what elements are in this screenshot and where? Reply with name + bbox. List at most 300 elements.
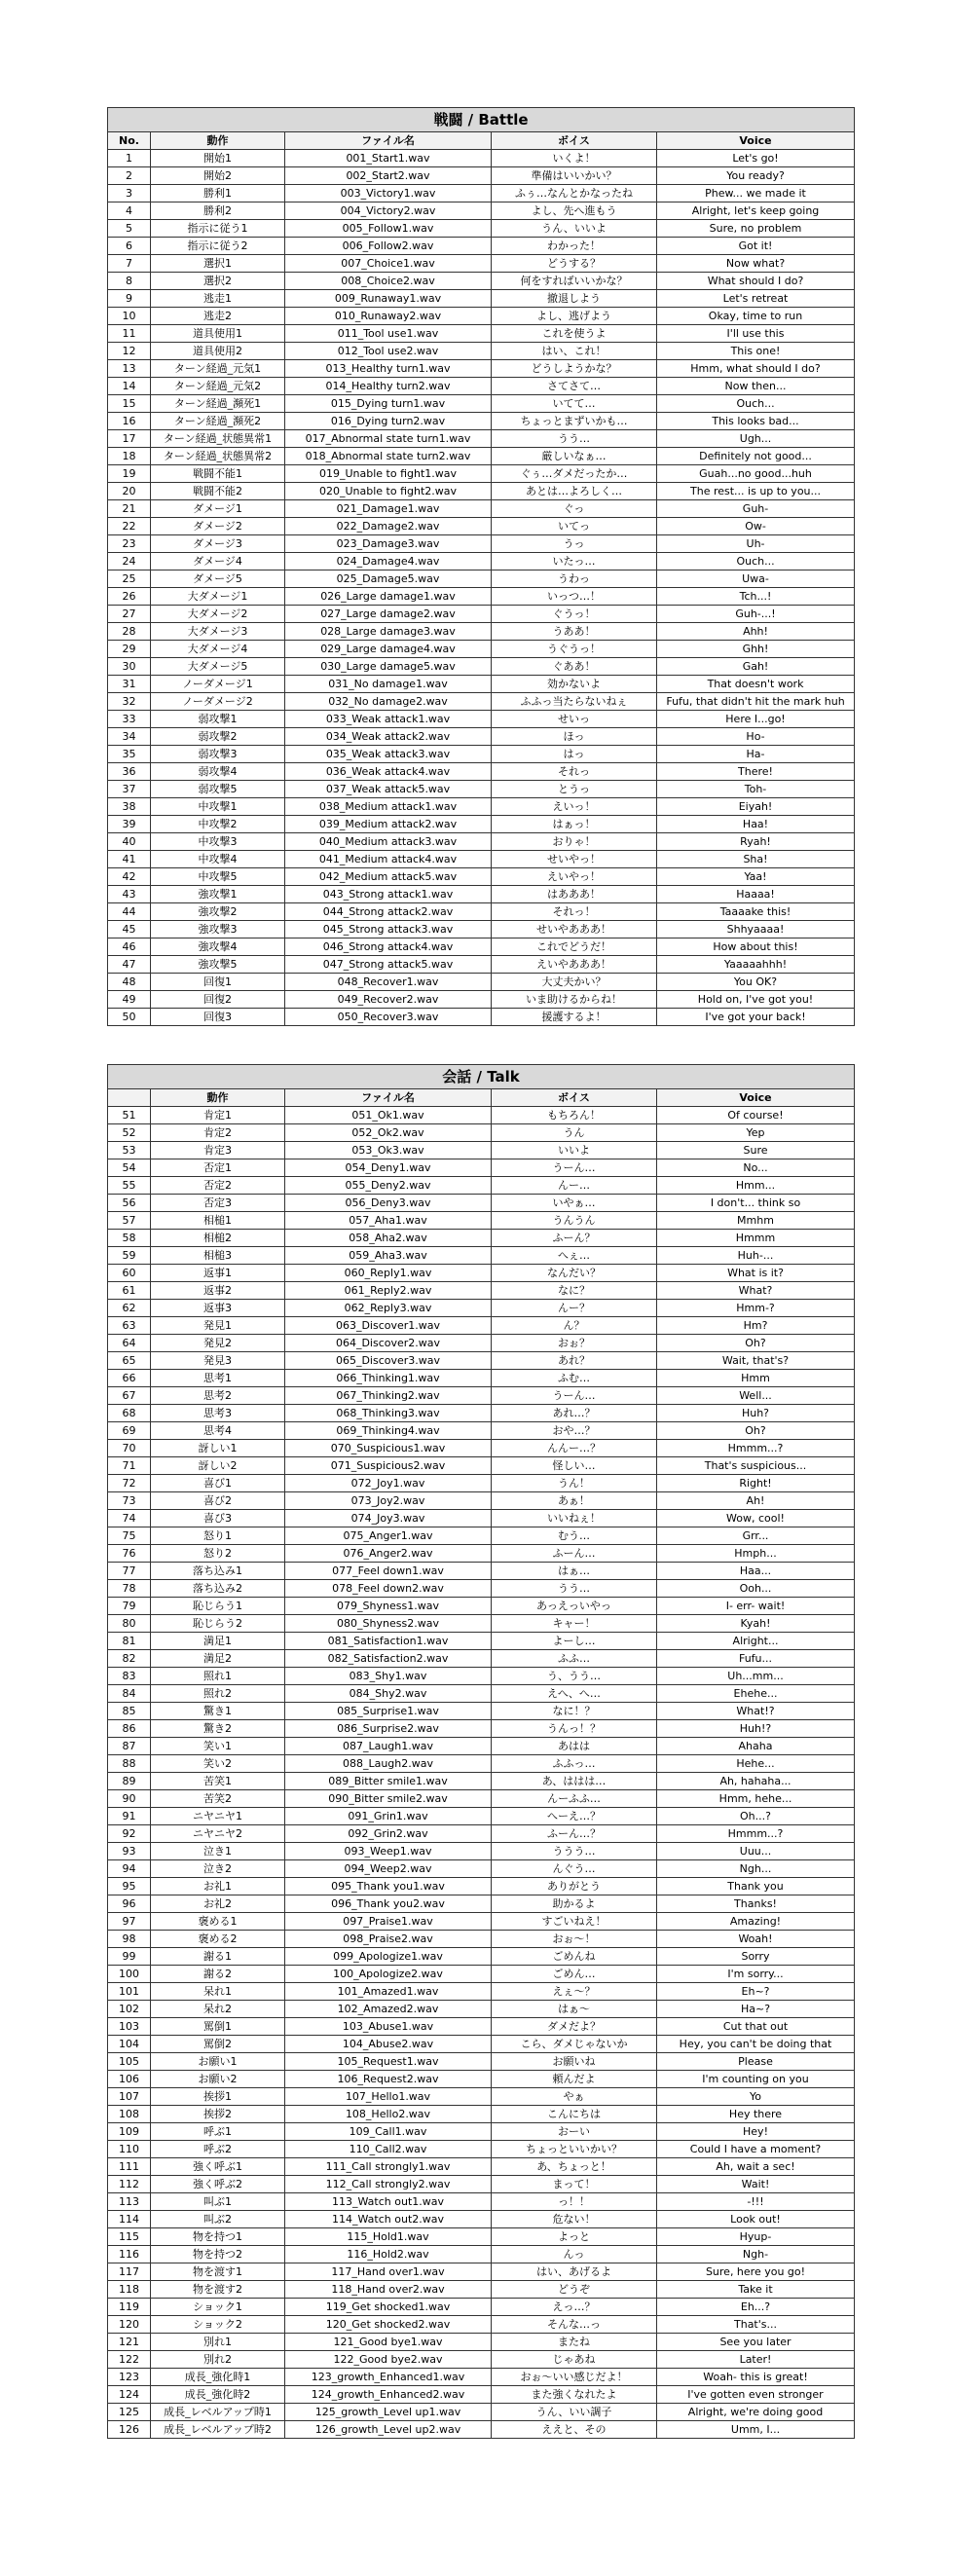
cell-voice-en: Woah! — [657, 1931, 855, 1948]
cell-filename: 112_Call strongly2.wav — [285, 2176, 492, 2193]
cell-no: 24 — [108, 553, 151, 570]
cell-no: 38 — [108, 798, 151, 816]
cell-no: 94 — [108, 1860, 151, 1878]
cell-action: 勝利1 — [151, 185, 285, 202]
table-row — [108, 728, 855, 746]
cell-no: 10 — [108, 308, 151, 325]
cell-action: ダメージ1 — [151, 500, 285, 518]
cell-filename: 116_Hold2.wav — [285, 2246, 492, 2263]
table-row — [108, 1720, 855, 1738]
cell-no: 93 — [108, 1843, 151, 1860]
cell-filename: 118_Hand over2.wav — [285, 2281, 492, 2299]
table-row — [108, 343, 855, 360]
table-row — [108, 1966, 855, 1983]
cell-voice-jp: あれ？ — [492, 1352, 657, 1370]
cell-action: 恥じらう1 — [151, 1598, 285, 1615]
cell-no: 113 — [108, 2193, 151, 2211]
cell-filename: 119_Get shocked1.wav — [285, 2299, 492, 2316]
cell-voice-jp: ふぅ…なんとかなったね — [492, 185, 657, 202]
cell-filename: 046_Strong attack4.wav — [285, 938, 492, 956]
cell-no: 1 — [108, 150, 151, 167]
table-row — [108, 1247, 855, 1265]
cell-action: 中攻撃4 — [151, 851, 285, 868]
cell-voice-jp: お願いね — [492, 2053, 657, 2071]
cell-filename: 109_Call1.wav — [285, 2123, 492, 2141]
cell-voice-en: Sorry — [657, 1948, 855, 1966]
cell-voice-jp: ふーん… — [492, 1545, 657, 1563]
cell-voice-jp: ふふ… — [492, 1650, 657, 1668]
cell-voice-en: Grr... — [657, 1527, 855, 1545]
cell-no: 120 — [108, 2316, 151, 2334]
cell-action: ダメージ3 — [151, 535, 285, 553]
cell-filename: 062_Reply3.wav — [285, 1300, 492, 1317]
cell-voice-en: Phew... we made it — [657, 185, 855, 202]
cell-no: 9 — [108, 290, 151, 308]
cell-no: 5 — [108, 220, 151, 238]
table-row — [108, 1983, 855, 2001]
cell-voice-jp: また強くなれたよ — [492, 2386, 657, 2404]
cell-voice-en: How about this! — [657, 938, 855, 956]
table-row — [108, 2141, 855, 2158]
cell-no: 72 — [108, 1475, 151, 1492]
cell-no: 89 — [108, 1773, 151, 1790]
cell-voice-jp: いいねぇ！ — [492, 1510, 657, 1527]
table-row — [108, 1159, 855, 1177]
cell-voice-jp: えっ…？ — [492, 2299, 657, 2316]
cell-no: 87 — [108, 1738, 151, 1755]
cell-no: 17 — [108, 430, 151, 448]
cell-voice-jp: いやぁ… — [492, 1195, 657, 1212]
table-row — [108, 1510, 855, 1527]
cell-voice-en: This one! — [657, 343, 855, 360]
cell-filename: 015_Dying turn1.wav — [285, 395, 492, 413]
cell-no: 3 — [108, 185, 151, 202]
table-row — [108, 395, 855, 413]
table-row — [108, 974, 855, 991]
cell-action: 返事1 — [151, 1265, 285, 1282]
cell-filename: 022_Damage2.wav — [285, 518, 492, 535]
table-row — [108, 816, 855, 833]
table-row — [108, 903, 855, 921]
header-action: 動作 — [151, 132, 285, 150]
cell-filename: 087_Laugh1.wav — [285, 1738, 492, 1755]
cell-filename: 017_Abnormal state turn1.wav — [285, 430, 492, 448]
cell-action: 返事2 — [151, 1282, 285, 1300]
cell-action: 発見2 — [151, 1335, 285, 1352]
table-row — [108, 413, 855, 430]
cell-voice-jp: よし、先へ進もう — [492, 202, 657, 220]
cell-voice-en: Hmph... — [657, 1545, 855, 1563]
cell-voice-en: Hmm... — [657, 1177, 855, 1195]
cell-no: 77 — [108, 1563, 151, 1580]
cell-voice-en: Amazing! — [657, 1913, 855, 1931]
cell-action: 叫ぶ1 — [151, 2193, 285, 2211]
cell-no: 74 — [108, 1510, 151, 1527]
cell-no: 30 — [108, 658, 151, 676]
cell-filename: 080_Shyness2.wav — [285, 1615, 492, 1633]
table-row — [108, 2263, 855, 2281]
cell-voice-jp: おぉ？ — [492, 1335, 657, 1352]
cell-action: 戦闘不能2 — [151, 483, 285, 500]
cell-filename: 021_Damage1.wav — [285, 500, 492, 518]
cell-action: ターン経過_元気1 — [151, 360, 285, 378]
cell-action: 弱攻撃2 — [151, 728, 285, 746]
cell-voice-jp: いくよ！ — [492, 150, 657, 167]
cell-no: 15 — [108, 395, 151, 413]
cell-voice-en: Guh-...! — [657, 606, 855, 623]
cell-voice-en: Yaaaaahhh! — [657, 956, 855, 974]
cell-voice-jp: ぐぅ…ダメだったか… — [492, 465, 657, 483]
cell-voice-jp: 何をすればいいかな？ — [492, 273, 657, 290]
cell-filename: 025_Damage5.wav — [285, 570, 492, 588]
cell-voice-en: Ah, hahaha... — [657, 1773, 855, 1790]
cell-action: 罵倒1 — [151, 2018, 285, 2036]
cell-voice-en: Huh? — [657, 1405, 855, 1422]
cell-voice-en: I- err- wait! — [657, 1598, 855, 1615]
cell-voice-jp: うん — [492, 1124, 657, 1142]
cell-action: 大ダメージ1 — [151, 588, 285, 606]
cell-voice-en: Let's go! — [657, 150, 855, 167]
cell-voice-jp: っ！！ — [492, 2193, 657, 2211]
battle-title: 戦闘 / Battle — [108, 108, 855, 132]
table-row — [108, 1212, 855, 1230]
cell-action: ニヤニヤ1 — [151, 1808, 285, 1825]
cell-voice-en: Woah- this is great! — [657, 2369, 855, 2386]
cell-filename: 052_Ok2.wav — [285, 1124, 492, 1142]
cell-voice-en: Sha! — [657, 851, 855, 868]
table-row — [108, 1317, 855, 1335]
cell-no: 28 — [108, 623, 151, 641]
cell-voice-en: -!!! — [657, 2193, 855, 2211]
cell-voice-jp: ふふっ… — [492, 1755, 657, 1773]
cell-filename: 055_Deny2.wav — [285, 1177, 492, 1195]
cell-voice-jp: どうしようかな？ — [492, 360, 657, 378]
cell-no: 67 — [108, 1387, 151, 1405]
table-row — [108, 1282, 855, 1300]
cell-no: 63 — [108, 1317, 151, 1335]
cell-filename: 093_Weep1.wav — [285, 1843, 492, 1860]
cell-action: 開始2 — [151, 167, 285, 185]
cell-voice-jp: ぐああ！ — [492, 658, 657, 676]
cell-filename: 099_Apologize1.wav — [285, 1948, 492, 1966]
cell-voice-en: Ouch... — [657, 395, 855, 413]
cell-no: 18 — [108, 448, 151, 465]
table-row — [108, 798, 855, 816]
cell-action: ターン経過_状態異常2 — [151, 448, 285, 465]
cell-no: 35 — [108, 746, 151, 763]
cell-voice-en: Huh!? — [657, 1720, 855, 1738]
cell-filename: 004_Victory2.wav — [285, 202, 492, 220]
cell-filename: 006_Follow2.wav — [285, 238, 492, 255]
cell-no: 111 — [108, 2158, 151, 2176]
cell-voice-en: Well... — [657, 1387, 855, 1405]
table-row — [108, 185, 855, 202]
cell-no: 81 — [108, 1633, 151, 1650]
cell-action: 思考3 — [151, 1405, 285, 1422]
cell-voice-en: Eiyah! — [657, 798, 855, 816]
cell-action: 叫ぶ2 — [151, 2211, 285, 2228]
cell-voice-jp: いっつ…！ — [492, 588, 657, 606]
table-row — [108, 2281, 855, 2299]
cell-filename: 077_Feel down1.wav — [285, 1563, 492, 1580]
cell-voice-en: Hmmm...? — [657, 1440, 855, 1457]
cell-filename: 097_Praise1.wav — [285, 1913, 492, 1931]
cell-filename: 094_Weep2.wav — [285, 1860, 492, 1878]
cell-voice-jp: せいっ — [492, 711, 657, 728]
cell-voice-en: Oh? — [657, 1422, 855, 1440]
cell-no: 100 — [108, 1966, 151, 1983]
cell-no: 6 — [108, 238, 151, 255]
cell-filename: 103_Abuse1.wav — [285, 2018, 492, 2036]
cell-voice-jp: それっ — [492, 763, 657, 781]
table-row — [108, 518, 855, 535]
cell-voice-en: Oh...? — [657, 1808, 855, 1825]
cell-filename: 072_Joy1.wav — [285, 1475, 492, 1492]
header-no — [108, 1089, 151, 1107]
table-row — [108, 1545, 855, 1563]
table-row — [108, 938, 855, 956]
cell-voice-en: Definitely not good... — [657, 448, 855, 465]
table-row — [108, 1598, 855, 1615]
cell-voice-jp: へぇ… — [492, 1247, 657, 1265]
cell-action: 成長_レベルアップ時1 — [151, 2404, 285, 2421]
cell-action: 笑い1 — [151, 1738, 285, 1755]
cell-no: 50 — [108, 1009, 151, 1026]
table-row — [108, 1668, 855, 1685]
cell-filename: 041_Medium attack4.wav — [285, 851, 492, 868]
cell-no: 110 — [108, 2141, 151, 2158]
cell-action: 大ダメージ2 — [151, 606, 285, 623]
cell-action: 物を持つ1 — [151, 2228, 285, 2246]
cell-no: 39 — [108, 816, 151, 833]
cell-action: お礼1 — [151, 1878, 285, 1895]
cell-no: 76 — [108, 1545, 151, 1563]
cell-filename: 057_Aha1.wav — [285, 1212, 492, 1230]
table-row — [108, 833, 855, 851]
cell-filename: 014_Healthy turn2.wav — [285, 378, 492, 395]
cell-voice-jp: 厳しいなぁ… — [492, 448, 657, 465]
cell-filename: 111_Call strongly1.wav — [285, 2158, 492, 2176]
cell-no: 65 — [108, 1352, 151, 1370]
cell-filename: 011_Tool use1.wav — [285, 325, 492, 343]
cell-no: 109 — [108, 2123, 151, 2141]
cell-action: 驚き2 — [151, 1720, 285, 1738]
cell-filename: 102_Amazed2.wav — [285, 2001, 492, 2018]
cell-voice-en: Wait, that's? — [657, 1352, 855, 1370]
cell-voice-en: I don't... think so — [657, 1195, 855, 1212]
cell-voice-jp: ぐっ — [492, 500, 657, 518]
header-voice-en: Voice — [657, 132, 855, 150]
cell-voice-en: Hmm, what should I do? — [657, 360, 855, 378]
cell-action: 笑い2 — [151, 1755, 285, 1773]
table-row — [108, 360, 855, 378]
cell-no: 13 — [108, 360, 151, 378]
cell-filename: 081_Satisfaction1.wav — [285, 1633, 492, 1650]
cell-voice-jp: いてっ — [492, 518, 657, 535]
cell-filename: 043_Strong attack1.wav — [285, 886, 492, 903]
table-row — [108, 500, 855, 518]
cell-voice-jp: 頼んだよ — [492, 2071, 657, 2088]
table-row — [108, 238, 855, 255]
cell-voice-jp: はぁ… — [492, 1563, 657, 1580]
cell-action: ノーダメージ2 — [151, 693, 285, 711]
cell-filename: 065_Discover3.wav — [285, 1352, 492, 1370]
cell-no: 7 — [108, 255, 151, 273]
cell-voice-en: Ghh! — [657, 641, 855, 658]
battle-rows — [108, 150, 855, 1026]
table-row — [108, 1124, 855, 1142]
cell-action: ターン経過_瀕死1 — [151, 395, 285, 413]
cell-action: 思考1 — [151, 1370, 285, 1387]
cell-action: 肯定2 — [151, 1124, 285, 1142]
cell-no: 12 — [108, 343, 151, 360]
cell-voice-jp: うん！ — [492, 1475, 657, 1492]
cell-voice-en: Eh~? — [657, 1983, 855, 2001]
cell-no: 48 — [108, 974, 151, 991]
cell-no: 56 — [108, 1195, 151, 1212]
table-row — [108, 1475, 855, 1492]
cell-voice-en: No... — [657, 1159, 855, 1177]
cell-voice-en: Ah, wait a sec! — [657, 2158, 855, 2176]
cell-no: 102 — [108, 2001, 151, 2018]
cell-voice-jp: はぁ～ — [492, 2001, 657, 2018]
cell-voice-en: I'll use this — [657, 325, 855, 343]
table-row — [108, 1527, 855, 1545]
table-row — [108, 1142, 855, 1159]
cell-no: 95 — [108, 1878, 151, 1895]
cell-no: 114 — [108, 2211, 151, 2228]
cell-filename: 005_Follow1.wav — [285, 220, 492, 238]
cell-voice-en: What is it? — [657, 1265, 855, 1282]
table-row — [108, 430, 855, 448]
cell-no: 126 — [108, 2421, 151, 2439]
cell-no: 121 — [108, 2334, 151, 2351]
cell-action: 大ダメージ4 — [151, 641, 285, 658]
cell-action: 回復2 — [151, 991, 285, 1009]
cell-no: 115 — [108, 2228, 151, 2246]
cell-no: 64 — [108, 1335, 151, 1352]
cell-action: 謝る1 — [151, 1948, 285, 1966]
cell-action: 強攻撃5 — [151, 956, 285, 974]
cell-action: 相槌2 — [151, 1230, 285, 1247]
cell-voice-en: Sure, here you go! — [657, 2263, 855, 2281]
cell-action: お願い1 — [151, 2053, 285, 2071]
cell-voice-jp: う、うう… — [492, 1668, 657, 1685]
cell-no: 40 — [108, 833, 151, 851]
cell-voice-jp: 撤退しよう — [492, 290, 657, 308]
cell-voice-en: What!? — [657, 1703, 855, 1720]
cell-voice-en: Later! — [657, 2351, 855, 2369]
cell-voice-jp: えいやあああ！ — [492, 956, 657, 974]
cell-action: 怒り2 — [151, 1545, 285, 1563]
cell-voice-en: Yo — [657, 2088, 855, 2106]
cell-voice-jp: それっ！ — [492, 903, 657, 921]
table-row — [108, 1009, 855, 1026]
table-row — [108, 1580, 855, 1598]
cell-voice-jp: よし、逃げよう — [492, 308, 657, 325]
cell-voice-jp: へーえ…？ — [492, 1808, 657, 1825]
table-row — [108, 886, 855, 903]
cell-action: ターン経過_元気2 — [151, 378, 285, 395]
cell-voice-jp: せいやあああ！ — [492, 921, 657, 938]
cell-filename: 058_Aha2.wav — [285, 1230, 492, 1247]
cell-filename: 096_Thank you2.wav — [285, 1895, 492, 1913]
cell-action: 照れ1 — [151, 1668, 285, 1685]
table-row — [108, 1738, 855, 1755]
cell-voice-jp: なに！？ — [492, 1703, 657, 1720]
cell-no: 16 — [108, 413, 151, 430]
cell-no: 34 — [108, 728, 151, 746]
cell-action: お礼2 — [151, 1895, 285, 1913]
table-row — [108, 658, 855, 676]
cell-voice-jp: ええと、その — [492, 2421, 657, 2439]
table-row — [108, 1457, 855, 1475]
cell-action: 挨拶1 — [151, 2088, 285, 2106]
table-row — [108, 956, 855, 974]
cell-no: 73 — [108, 1492, 151, 1510]
table-row — [108, 1790, 855, 1808]
cell-voice-jp: 大丈夫かい？ — [492, 974, 657, 991]
table-row — [108, 763, 855, 781]
cell-action: 指示に従う1 — [151, 220, 285, 238]
cell-filename: 120_Get shocked2.wav — [285, 2316, 492, 2334]
cell-filename: 056_Deny3.wav — [285, 1195, 492, 1212]
cell-voice-jp: えいやっ！ — [492, 868, 657, 886]
cell-voice-en: Toh- — [657, 781, 855, 798]
cell-voice-jp: うう… — [492, 430, 657, 448]
cell-filename: 088_Laugh2.wav — [285, 1755, 492, 1773]
cell-voice-en: Kyah! — [657, 1615, 855, 1633]
cell-voice-en: Now what? — [657, 255, 855, 273]
cell-voice-jp: うんうん — [492, 1212, 657, 1230]
cell-voice-jp: もちろん！ — [492, 1107, 657, 1124]
talk-table — [107, 1064, 855, 2439]
cell-no: 20 — [108, 483, 151, 500]
cell-filename: 031_No damage1.wav — [285, 676, 492, 693]
table-row — [108, 2123, 855, 2141]
cell-action: ダメージ2 — [151, 518, 285, 535]
cell-voice-jp: うん、いい調子 — [492, 2404, 657, 2421]
table-row — [108, 2106, 855, 2123]
cell-filename: 092_Grin2.wav — [285, 1825, 492, 1843]
cell-action: ターン経過_瀕死2 — [151, 413, 285, 430]
cell-filename: 110_Call2.wav — [285, 2141, 492, 2158]
cell-no: 79 — [108, 1598, 151, 1615]
cell-voice-en: Uh...mm... — [657, 1668, 855, 1685]
cell-voice-jp: はぁっ！ — [492, 816, 657, 833]
table-row — [108, 220, 855, 238]
cell-filename: 107_Hello1.wav — [285, 2088, 492, 2106]
cell-action: 開始1 — [151, 150, 285, 167]
cell-voice-jp: これを使うよ — [492, 325, 657, 343]
cell-action: 苦笑2 — [151, 1790, 285, 1808]
cell-voice-en: Please — [657, 2053, 855, 2071]
cell-voice-en: Hm? — [657, 1317, 855, 1335]
cell-voice-jp: あとは…よろしく… — [492, 483, 657, 500]
cell-voice-en: Got it! — [657, 238, 855, 255]
cell-voice-jp: おや…？ — [492, 1422, 657, 1440]
cell-filename: 061_Reply2.wav — [285, 1282, 492, 1300]
cell-filename: 030_Large damage5.wav — [285, 658, 492, 676]
cell-no: 22 — [108, 518, 151, 535]
talk-section — [107, 1064, 854, 2439]
cell-action: 挨拶2 — [151, 2106, 285, 2123]
table-row — [108, 623, 855, 641]
table-row — [108, 2018, 855, 2036]
cell-voice-en: Ooh... — [657, 1580, 855, 1598]
cell-filename: 039_Medium attack2.wav — [285, 816, 492, 833]
cell-voice-jp: あぁ！ — [492, 1492, 657, 1510]
